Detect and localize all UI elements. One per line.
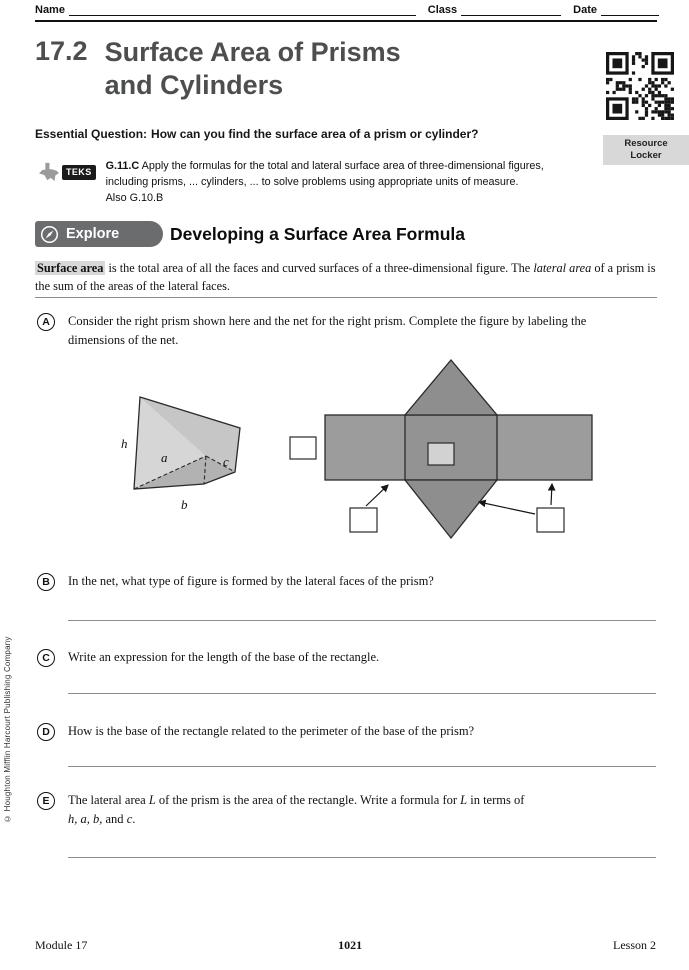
teks-body: Apply the formulas for the total and lateral surface area of three-dimensional figures, including prisms, ... cylinders, ... to solve problems using appropriate units of measure.	[105, 160, 544, 189]
explore-label: Explore	[66, 226, 120, 242]
teks-badge-label: TEKS	[62, 165, 96, 180]
step-c	[37, 648, 624, 667]
resource-locker-line2: Locker	[630, 149, 662, 161]
lesson-title-text	[105, 36, 401, 102]
prism-label-c: c	[223, 454, 229, 469]
step-b	[37, 572, 624, 591]
step-e-seg: and	[102, 811, 127, 826]
essential-question-label: Essential Question:	[35, 127, 148, 141]
class-blank	[461, 3, 561, 16]
intro-text-2: of a prism is the sum of the areas of the lateral faces.	[35, 261, 656, 294]
net-label-box-bottom-right	[537, 508, 564, 532]
teks-code: G.11.C	[105, 160, 140, 172]
resource-locker-line1: Resource	[624, 138, 668, 149]
date-blank	[601, 3, 659, 16]
teks-standard	[38, 158, 578, 207]
prism-drawing	[121, 397, 240, 512]
step-d-letter: D	[37, 723, 55, 741]
explore-compass-icon	[40, 225, 59, 244]
date-label: Date	[573, 4, 597, 16]
prism-label-a: a	[161, 450, 168, 465]
explore-heading: Developing a Surface Area Formula	[170, 224, 465, 244]
step-e-seg: of the prism is the area of the rectangle. Write a formula for	[155, 793, 461, 807]
footer-page-number: 1021	[338, 938, 363, 952]
step-a-letter: A	[37, 313, 55, 331]
prism-label-h: h	[121, 436, 128, 451]
essential-question	[35, 127, 595, 141]
title-line-1: Surface Area of Prisms	[104, 37, 401, 67]
essential-question-text: How can you find the surface area of a prism or cylinder?	[151, 127, 479, 141]
intro-text-1: is the total area of all the faces and curved surfaces of a three-dimensional figure. The	[105, 261, 534, 275]
step-c-letter: C	[37, 649, 55, 667]
step-b-letter: B	[37, 573, 55, 591]
class-label: Class	[427, 4, 458, 16]
step-b-text: In the net, what type of figure is formed by the lateral faces of the prism?	[68, 574, 434, 588]
key-term-surface-area: Surface area	[37, 261, 104, 275]
net-label-box-bottom-left	[350, 508, 377, 532]
key-term-lateral-area: lateral area	[533, 261, 592, 275]
name-label: Name	[35, 4, 65, 16]
step-e-var: c	[126, 811, 133, 826]
step-e-letter: E	[37, 792, 55, 810]
step-a-text: Consider the right prism shown here and the net for the right prism. Complete the figure by labeling the dimensions of the net.	[68, 314, 587, 347]
intro-paragraph	[35, 259, 660, 296]
step-d	[37, 722, 624, 741]
answer-line-d	[68, 766, 656, 767]
step-e	[37, 791, 624, 829]
step-e-var: L	[148, 793, 156, 807]
net-label-box-center	[428, 443, 454, 465]
answer-line-b	[68, 620, 656, 621]
name-blank	[69, 3, 416, 16]
step-d-text: How is the base of the rectangle related to the perimeter of the base of the prism?	[68, 724, 475, 738]
teks-also: Also G.10.B	[105, 192, 164, 205]
prism-label-b: b	[181, 497, 188, 512]
footer-module: Module 17	[35, 938, 88, 952]
header-rule	[35, 20, 657, 22]
footer-lesson: Lesson 2	[613, 938, 656, 952]
page-footer	[35, 938, 656, 953]
step-e-var: h, a, b,	[68, 811, 103, 826]
title-line-2: and Cylinders	[104, 69, 284, 100]
step-a	[37, 312, 624, 350]
answer-line-c	[68, 693, 656, 694]
teks-text	[106, 158, 578, 207]
resource-locker-label	[603, 135, 689, 165]
teks-badge	[38, 162, 96, 182]
net-label-box-left	[290, 437, 316, 459]
copyright-notice: © Houghton Mifflin Harcourt Publishing Company	[3, 636, 12, 823]
lesson-title	[35, 36, 401, 102]
step-e-var: L	[460, 793, 468, 807]
explore-badge	[35, 221, 163, 247]
header-fields	[35, 3, 659, 16]
answer-line-e	[68, 857, 656, 858]
texas-icon	[38, 162, 60, 182]
prism-net-figure	[35, 348, 655, 553]
step-c-text: Write an expression for the length of the base of the rectangle.	[68, 650, 380, 664]
section-rule	[35, 297, 657, 298]
lesson-number: 17.2	[35, 36, 88, 66]
step-e-text	[68, 791, 624, 829]
qr-code	[606, 52, 674, 120]
step-e-seg: in terms of	[467, 793, 525, 807]
step-e-seg: .	[132, 811, 136, 826]
step-e-seg: The lateral area	[68, 793, 149, 807]
